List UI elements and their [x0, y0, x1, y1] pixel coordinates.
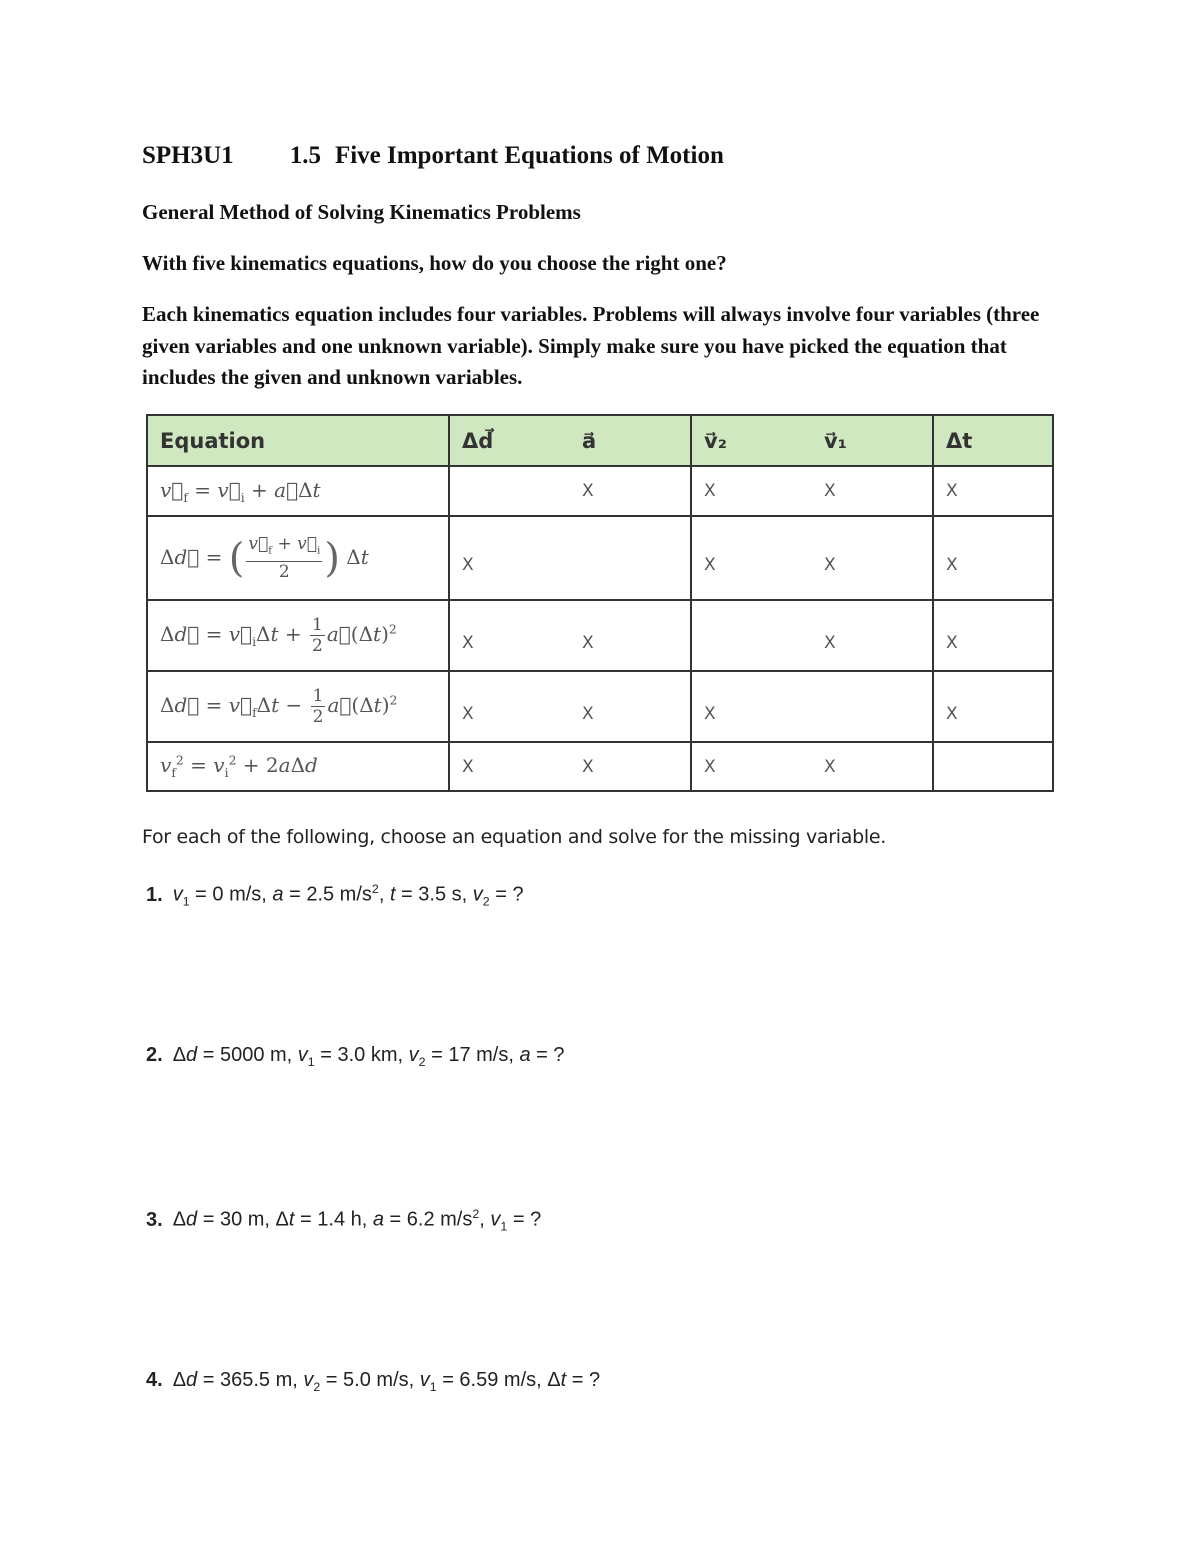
mark-v1: X [824, 756, 836, 777]
problem-1: 1. $v_1 = 0$ m/s, a = 2.5 $m/s^2$, t = 3.5 s, $v_2$ = ? [146, 882, 524, 909]
mark-v2: X [704, 555, 716, 575]
header-time: Δt [933, 415, 1053, 466]
mark-v1: X [824, 555, 836, 575]
mark-v1: X [824, 632, 836, 653]
equation-1: $v⃗_f$ = $v⃗_i$ + a⃗Δt [147, 466, 449, 516]
header-v2-v1 [691, 415, 933, 466]
header-acceleration: a⃗ [582, 428, 597, 453]
header-displacement: Δd⃗ [462, 428, 494, 453]
problem-2: 2. Δd = 5000 m, $v_1 = 3.0$ km, $v_2 = 17$ m/s, a = ? [146, 1044, 565, 1069]
mark-v2: X [704, 703, 716, 724]
equation-4: Δd⃗ = $v⃗_f\Delta t$ − $\frac{1}{2}$ $a⃗(\Delta t)^2$ [147, 671, 449, 742]
problem-number: 1. [146, 883, 163, 906]
title-text: Five Important Equations of Motion [334, 142, 724, 169]
mark-t: X [946, 703, 958, 724]
header-d-a [449, 415, 691, 466]
table-row [147, 466, 1053, 516]
mark-v1: X [824, 481, 836, 501]
mark-a: X [582, 703, 594, 724]
section-number: 1.5 [289, 142, 321, 169]
subheading: General Method of Solving Kinematics Problems [142, 200, 581, 224]
table-header-row [147, 415, 1053, 466]
instruction-text: For each of the following, choose an equation and solve for the missing variable. [142, 826, 886, 848]
mark-d: X [462, 756, 474, 777]
mark-d: X [462, 703, 474, 724]
mark-d: X [462, 555, 474, 575]
mark-a: X [582, 481, 594, 501]
problem-number: 3. [146, 1208, 163, 1231]
mark-t: X [946, 632, 958, 653]
problem-number: 4. [146, 1369, 163, 1391]
guiding-question: With five kinematics equations, how do you choose the right one? [142, 251, 727, 275]
table-row [147, 671, 1053, 742]
mark-t: X [946, 481, 958, 501]
table-row [147, 600, 1053, 671]
page-title [142, 142, 724, 170]
kinematics-equations-table [146, 414, 1054, 792]
problem-3: 3. Δd = 30 m, Δt = 1.4 h, a = 6.2 $m/s^2$, $v_1$ = ? [146, 1207, 542, 1234]
mark-t: X [946, 555, 958, 575]
equation-3: Δd⃗ = $v⃗_i\Delta t$ + $\frac{1}{2}$ $a⃗(\Delta t)^2$ [147, 600, 449, 671]
equation-5: $v_f^2 = v_i^2 + 2a\Delta d$ [147, 742, 449, 791]
mark-v2: X [704, 756, 716, 777]
mark-d: X [462, 632, 474, 653]
header-final-velocity: v⃗₂ [704, 428, 727, 453]
intro-paragraph: Each kinematics equation includes four variables. Problems will always involve four variables (three given variables and one unknown variable). Simply make sure you have picked the equation that includes the given and unknown variables. [142, 302, 1040, 389]
table-row [147, 742, 1053, 791]
header-equation: Equation [147, 415, 449, 466]
course-code: SPH3U1 [142, 142, 234, 169]
table-row [147, 516, 1053, 600]
mark-a: X [582, 632, 594, 653]
equation-2: Δd⃗ = ( $\frac{v⃗_f + v⃗_i}{2}$ ) Δt [147, 516, 449, 600]
problem-number: 2. [146, 1044, 163, 1066]
header-initial-velocity: v⃗₁ [824, 428, 847, 453]
mark-v2: X [704, 481, 716, 501]
mark-a: X [582, 756, 594, 777]
problem-4: 4. Δd = 365.5 m, $v_2 = 5.0$ m/s, $v_1 = 6.59$ m/s, Δt = ? [146, 1369, 601, 1394]
